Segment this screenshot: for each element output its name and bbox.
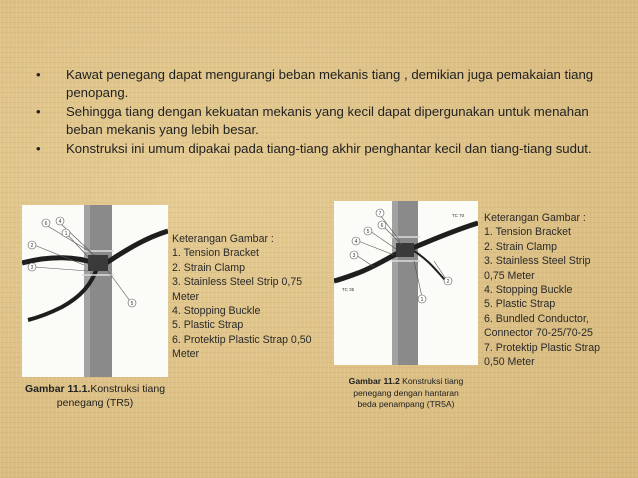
figure2-legend — [484, 211, 614, 369]
legend-item: 3. Stainless Steel Strip 0,75 Meter — [172, 276, 303, 303]
caption-text: Konstruksi tiang penegang dengan hantaran beda penampang (TR5A) — [353, 376, 464, 410]
cable-left — [334, 251, 402, 281]
legend-item: 2. Strain Clamp — [484, 240, 558, 253]
bullet-text: Sehingga tiang dengan kekuatan mekanis yang kecil dapat dipergunakan untuk menahan beban mekanis yang lebih besar. — [66, 104, 589, 137]
bullet-icon: • — [36, 141, 41, 157]
pole-highlight — [392, 201, 398, 365]
figure1-legend — [172, 232, 322, 362]
callout-label: 4 — [58, 219, 62, 225]
cable-thin — [414, 251, 446, 281]
callout-label: 2 — [30, 243, 34, 249]
callout-label: 3 — [352, 253, 356, 259]
legend-item: 4. Stopping Buckle — [484, 284, 573, 297]
legend-item: 4. Stopping Buckle — [172, 305, 261, 318]
legend-item: 6. Protektip Plastic Strap 0,50 Meter — [172, 333, 312, 361]
tension-bracket — [396, 243, 414, 257]
figure1-caption — [20, 382, 170, 410]
bullet-icon: • — [36, 104, 41, 120]
bullet-item — [36, 140, 616, 158]
bullet-text: Kawat penegang dapat mengurangi beban mekanis tiang , demikian juga pemakaian tiang penopang. — [66, 67, 594, 100]
cable-left — [22, 258, 94, 263]
figure2-image — [334, 201, 478, 365]
callout-label: 5 — [366, 229, 370, 235]
caption-text: Konstruksi tiang penegang (TR5) — [56, 383, 166, 409]
callout-label: 2 — [446, 279, 450, 285]
callout-label: 4 — [354, 239, 358, 245]
legend-item: 3. Stainless Steel Strip 0,75 Meter — [484, 255, 591, 282]
figure1-image — [22, 205, 168, 377]
legend-title: Keterangan Gambar : — [484, 212, 586, 224]
figure1-drawing — [22, 205, 168, 377]
legend-item: 7. Protektip Plastic Strap 0,50 Meter — [484, 341, 600, 369]
legend-item: 6. Bundled Conductor, Connector 70-25/70-25 — [484, 312, 593, 340]
caption-label: Gambar 11.1. — [24, 383, 91, 395]
bullet-item — [36, 66, 616, 101]
callout-label: 5 — [130, 301, 134, 307]
legend-item: 1. Tension Bracket — [172, 247, 259, 260]
figure2-caption — [344, 376, 468, 411]
callout-label: 3 — [30, 265, 34, 271]
legend-item: 2. Strain Clamp — [172, 261, 246, 274]
cable-label: TC 70 — [451, 213, 465, 218]
bullet-item — [36, 103, 616, 138]
bullet-text: Konstruksi ini umum dipakai pada tiang-tiang akhir penghantar kecil dan tiang-tiang sudut. — [66, 141, 592, 157]
tension-bracket — [88, 255, 108, 271]
cable-label: TC 35 — [341, 287, 355, 292]
callout-label: 1 — [64, 231, 68, 237]
figure2-drawing — [334, 201, 478, 365]
bullet-icon: • — [36, 67, 41, 82]
legend-item: 5. Plastic Strap — [172, 319, 244, 332]
cable-right — [410, 223, 478, 249]
callout-label: 6 — [44, 221, 48, 227]
cable-right — [106, 231, 168, 263]
legend-item: 1. Tension Bracket — [484, 226, 571, 239]
legend-title: Keterangan Gambar : — [172, 233, 274, 245]
bullet-list — [36, 66, 616, 160]
caption-label: Gambar 11.2 — [348, 376, 400, 386]
callout-label: 7 — [378, 211, 382, 217]
callout-label: 6 — [380, 223, 384, 229]
legend-item: 5. Plastic Strap — [484, 298, 556, 311]
callout-label: 1 — [420, 297, 424, 303]
